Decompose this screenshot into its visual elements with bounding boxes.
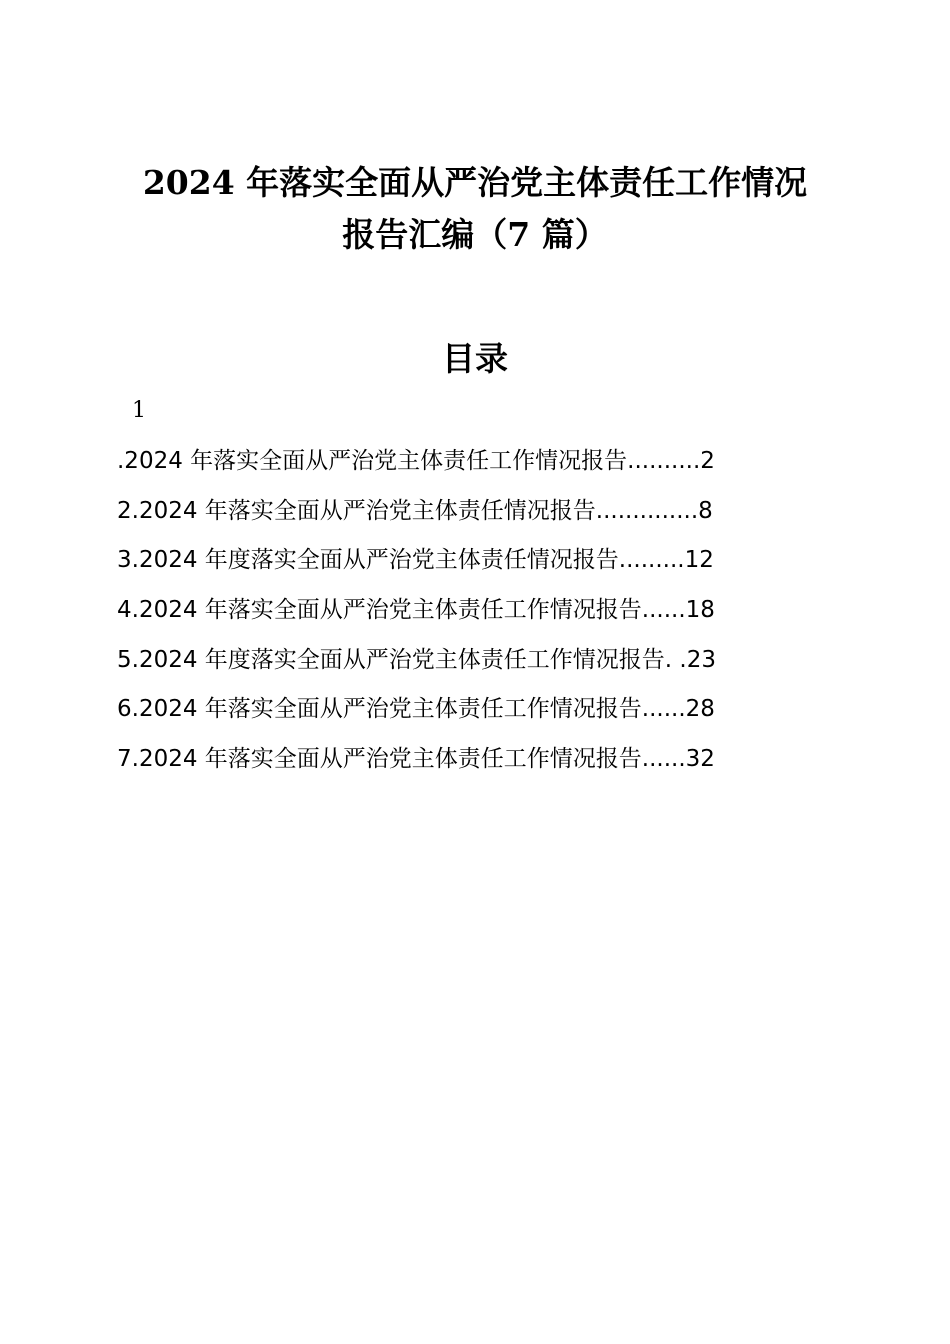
toc-entry-2[interactable] (117, 490, 781, 540)
toc-entry-7[interactable] (117, 738, 781, 788)
toc-heading: 目录 (442, 339, 508, 378)
toc-entry-6[interactable] (117, 688, 781, 738)
toc-stray-number: 1 (132, 398, 146, 423)
toc-entry-text: 6.2024 年落实全面从严治党主体责任工作情况报告......28 (117, 696, 715, 723)
document-title-line-1: 2024 年落实全面从严治党主体责任工作情况 (142, 163, 808, 202)
toc-entry-text: 4.2024 年落实全面从严治党主体责任工作情况报告......18 (117, 597, 715, 624)
toc-entry-text: 2.2024 年落实全面从严治党主体责任情况报告..............8 (117, 497, 713, 524)
document-title-line-2: 报告汇编（7 篇） (342, 215, 608, 254)
toc-entry-5[interactable] (117, 639, 781, 689)
toc-entry-3[interactable] (117, 539, 781, 589)
toc-entry-text: 5.2024 年度落实全面从严治党主体责任工作情况报告. .23 (117, 646, 716, 673)
toc-entry-text: .2024 年落实全面从严治党主体责任工作情况报告..........2 (117, 448, 715, 474)
toc-entry-1[interactable] (117, 440, 781, 490)
toc-entry-text: 7.2024 年落实全面从严治党主体责任工作情况报告......32 (117, 746, 715, 773)
toc-entry-text: 3.2024 年度落实全面从严治党主体责任情况报告.........12 (117, 547, 714, 574)
toc-entry-4[interactable] (117, 589, 781, 639)
toc-list (117, 440, 781, 788)
